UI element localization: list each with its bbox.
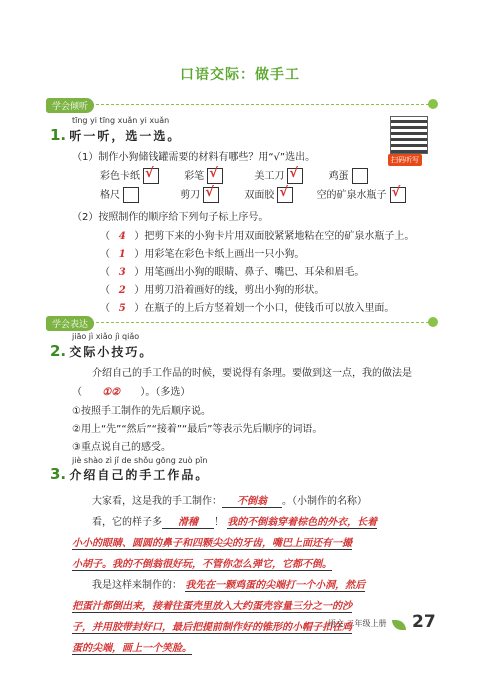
order-answer[interactable]: 1 bbox=[118, 249, 126, 260]
q2-answer[interactable]: ①② bbox=[102, 387, 121, 398]
section-end-dot bbox=[428, 317, 438, 327]
q3-desc-line[interactable]: 小胡子。我的不倒翁很好玩，不管你怎么弹它，它都不倒。 bbox=[72, 555, 332, 571]
q2-option-1: ①按照手工制作的先后顺序说。 bbox=[72, 406, 211, 417]
q2-option-3: ③重点说自己的感受。 bbox=[72, 442, 171, 453]
materials-row-1 bbox=[100, 167, 368, 184]
order-item: （ 5 ）在瓶子的上后方竖着划一个小口，使钱币可以放入里面。 bbox=[100, 303, 395, 314]
material-checkbox[interactable] bbox=[123, 187, 139, 203]
material-checkbox[interactable] bbox=[352, 168, 368, 184]
order-item: （ 2 ）用剪刀沿着画好的线，剪出小狗的形状。 bbox=[100, 285, 325, 296]
order-answer[interactable]: 3 bbox=[118, 267, 126, 278]
q1-sub1: （1）制作小狗储钱罐需要的材料有哪些？用“√”选出。 bbox=[72, 152, 316, 163]
order-answer[interactable]: 2 bbox=[118, 285, 126, 296]
material-label: 鸡蛋 bbox=[328, 171, 349, 182]
section-tag-listen: 学会倾听 bbox=[46, 98, 94, 113]
q2-option-2: ②用上“先”“然后”“接着”“最后”等表示先后顺序的词语。 bbox=[72, 424, 323, 435]
q1-sub2: （2）按照制作的顺序给下列句子标上序号。 bbox=[72, 212, 269, 223]
footer-subject: 语文 二年级上册 bbox=[328, 619, 387, 628]
q3-desc-answer[interactable]: 我的不倒翁穿着棕色的外衣，长着 bbox=[227, 517, 378, 528]
material-checkbox[interactable]: √ bbox=[277, 187, 293, 203]
material-label: 双面胶 bbox=[244, 190, 275, 201]
order-answer[interactable]: 5 bbox=[118, 303, 126, 314]
q2-heading-row bbox=[50, 342, 153, 360]
material-checkbox[interactable]: √ bbox=[143, 168, 159, 184]
q3-name-answer[interactable]: 不倒翁 bbox=[222, 492, 282, 508]
q3-process-answer[interactable]: 我先在一颗鸡蛋的尖端打一个小洞，然后 bbox=[185, 580, 366, 591]
material-label: 空的矿泉水瓶子 bbox=[316, 190, 387, 201]
order-answer[interactable]: 4 bbox=[118, 231, 126, 242]
qr-label: 扫码听写 bbox=[388, 154, 422, 166]
leaf-icon bbox=[392, 620, 406, 630]
material-checkbox[interactable]: √ bbox=[207, 168, 223, 184]
section-end-dot bbox=[428, 99, 438, 109]
material-label: 剪刀 bbox=[180, 190, 201, 201]
q1-heading-row bbox=[50, 126, 181, 144]
q2-heading: 交际小技巧。 bbox=[69, 345, 154, 359]
material-label: 格尺 bbox=[100, 190, 120, 201]
material-checkbox[interactable]: √ bbox=[390, 187, 406, 203]
q3-process-line[interactable]: 蛋的尖端，画上一个笑脸。 bbox=[72, 639, 192, 655]
q1-heading: 听一听，选一选。 bbox=[69, 129, 182, 143]
page-number: 27 bbox=[412, 612, 436, 632]
q2-pinyin: jiāo jì xiǎo jì qiǎo bbox=[72, 332, 140, 341]
q3-process-line[interactable]: 把蛋汁都倒出来，接着往蛋壳里放入大约蛋壳容量三分之一的沙 bbox=[72, 597, 352, 613]
material-checkbox[interactable]: √ bbox=[287, 168, 303, 184]
section-tag-express: 学会表达 bbox=[46, 316, 94, 331]
q3-line-5: 我是这样来制作的： 我先在一颗鸡蛋的尖端打一个小洞，然后 bbox=[92, 580, 366, 591]
q2-number: 2. bbox=[50, 342, 67, 360]
order-item: （ 3 ）用笔画出小狗的眼睛、鼻子、嘴巴、耳朵和眉毛。 bbox=[100, 267, 365, 278]
q3-process-line[interactable]: 子，并用胶带封好口，最后把提前制作好的锥形的小帽子扣在鸡 bbox=[72, 618, 352, 634]
q1-pinyin: tīng yi tīng xuǎn yi xuǎn bbox=[72, 116, 170, 125]
q3-line-2: 看，它的样子多 滑稽 ！ 我的不倒翁穿着棕色的外衣，长着 bbox=[92, 513, 377, 529]
material-label: 美工刀 bbox=[254, 171, 285, 182]
order-item: （ 4 ）把剪下来的小狗卡片用双面胶紧紧地粘在空的矿泉水瓶子上。 bbox=[100, 231, 415, 242]
q3-look-answer[interactable]: 滑稽 bbox=[162, 513, 214, 529]
section-bar-listen bbox=[46, 104, 434, 115]
material-label: 彩色卡纸 bbox=[100, 171, 140, 182]
q3-pinyin: jiè shào zì jǐ de shǒu gōng zuò pǐn bbox=[72, 456, 208, 465]
q3-number: 3. bbox=[50, 465, 67, 483]
materials-row-2 bbox=[100, 186, 406, 203]
q3-heading: 介绍自己的手工作品。 bbox=[69, 468, 210, 482]
order-item: （ 1 ）用彩笔在彩色卡纸上画出一只小狗。 bbox=[100, 249, 305, 260]
q2-paragraph: 介绍自己的手工作品的时候，要说得有条理。要做到这一点，我的做法是 bbox=[92, 368, 412, 379]
q3-desc-line[interactable]: 小小的眼睛、圆圆的鼻子和四颗尖尖的牙齿，嘴巴上面还有一撮 bbox=[72, 534, 352, 550]
q1-number: 1. bbox=[50, 126, 67, 144]
material-checkbox[interactable]: √ bbox=[203, 187, 219, 203]
page-title: 口语交际：做手工 bbox=[180, 67, 300, 83]
q3-line-1: 大家看，这是我的手工制作： 不倒翁 。（小制作的名称） bbox=[92, 492, 367, 508]
q2-answer-row: （ ①② ）。（多选） bbox=[72, 387, 191, 398]
material-label: 彩笔 bbox=[184, 171, 205, 182]
q3-heading-row bbox=[50, 465, 209, 483]
qr-code[interactable] bbox=[390, 116, 428, 154]
